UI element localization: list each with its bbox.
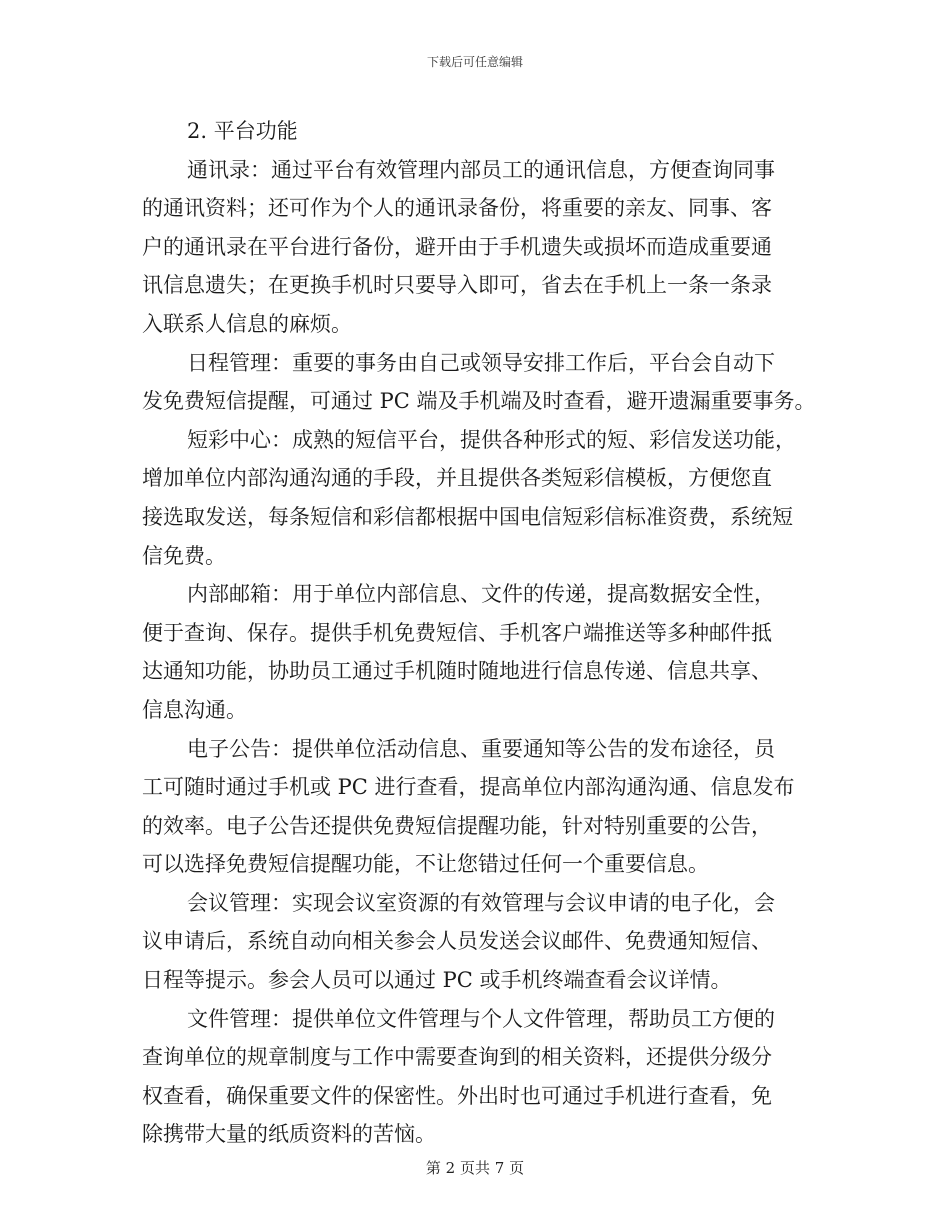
text-line: 会议管理：实现会议室资源的有效管理与会议申请的电子化，会 [187,890,775,915]
text-line: 达通知功能，协助员工通过手机随时随地进行信息传递、信息共享、 [142,659,772,684]
document-body [142,112,816,1154]
page-footer: 第 2 页共 7 页 [425,1159,525,1177]
text-line: 便于查询、保存。提供手机免费短信、手机客户端推送等多种邮件抵 [142,620,772,645]
text-line: 可以选择免费短信提醒功能，不让您错过任何一个重要信息。 [142,852,709,877]
text-line: 查询单位的规章制度与工作中需要查询到的相关资料，还提供分级分 [142,1045,772,1070]
text-line: 的通讯资料；还可作为个人的通讯录备份，将重要的亲友、同事、客 [142,196,772,221]
text-line: 工可随时通过手机或 PC 进行查看，提高单位内部沟通沟通、信息发布 [142,775,795,800]
text-line: 文件管理：提供单位文件管理与个人文件管理，帮助员工方便的 [187,1006,775,1031]
text-line: 接选取发送，每条短信和彩信都根据中国电信短彩信标准资费，系统短 [142,504,793,529]
text-line: 发免费短信提醒，可通过 PC 端及手机端及时查看，避开遗漏重要事务。 [142,389,816,414]
text-line: 议申请后，系统自动向相关参会人员发送会议邮件、免费通知短信、 [142,929,772,954]
text-line: 入联系人信息的麻烦。 [142,311,352,336]
page-header: 下载后可任意编辑 [426,55,523,69]
text-line: 信息沟通。 [142,697,247,722]
text-line: 的效率。电子公告还提供免费短信提醒功能，针对特别重要的公告， [142,813,772,838]
text-line: 日程管理：重要的事务由自己或领导安排工作后，平台会自动下 [187,350,775,375]
text-line: 通讯录：通过平台有效管理内部员工的通讯信息，方便查询同事 [187,157,775,182]
text-line: 除携带大量的纸质资料的苦恼。 [142,1122,436,1147]
text-line: 2. 平台功能 [187,119,298,143]
text-line: 短彩中心：成熟的短信平台，提供各种形式的短、彩信发送功能， [187,427,796,452]
text-line: 增加单位内部沟通沟通的手段，并且提供各类短彩信模板，方便您直 [142,466,772,491]
text-line: 户的通讯录在平台进行备份，避开由于手机遗失或损坏而造成重要通 [142,234,772,259]
text-line: 信免费。 [142,543,226,568]
text-line: 讯信息遗失；在更换手机时只要导入即可，省去在手机上一条一条录 [142,273,772,298]
text-line: 日程等提示。参会人员可以通过 PC 或手机终端查看会议详情。 [142,968,732,993]
text-line: 内部邮箱：用于单位内部信息、文件的传递，提高数据安全性， [187,582,775,607]
text-line: 权查看，确保重要文件的保密性。外出时也可通过手机进行查看，免 [142,1083,772,1108]
text-line: 电子公告：提供单位活动信息、重要通知等公告的发布途径，员 [187,736,775,761]
